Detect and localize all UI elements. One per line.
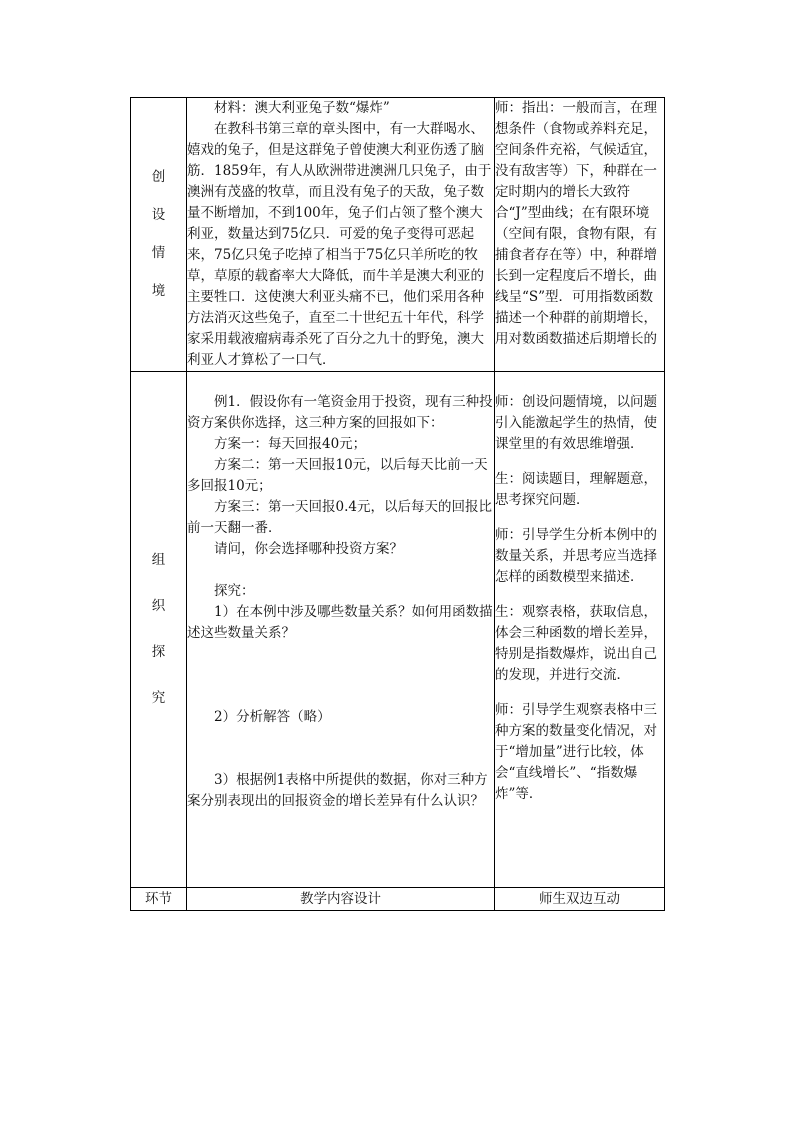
teacher-note-2: 师：引导学生分析本例中的数量关系，并思考应当选择怎样的函数模型来描述．	[495, 527, 657, 585]
footer-col-interaction: 师生双边互动	[495, 888, 665, 911]
section-label-organize-explore	[131, 372, 187, 888]
label-char: 境	[151, 283, 166, 299]
student-note-2: 生：观察表格，获取信息，体会三种函数的增长差异，特别是指数爆炸，说出自己的发现，并进行交流．	[495, 604, 657, 683]
explore-heading: 探究：	[214, 583, 255, 599]
label-char: 探	[151, 644, 166, 660]
label-char: 究	[151, 690, 166, 706]
question: 请问，你会选择哪种投资方案？	[214, 541, 403, 557]
example-intro: 例1．假设你有一笔资金用于投资，现有三种投资方案供你选择，这三种方案的回报如下：	[187, 394, 493, 431]
spacer	[495, 686, 664, 700]
interaction-cell-create-situation	[495, 98, 665, 372]
table-row-organize-explore	[131, 372, 665, 888]
spacer	[187, 728, 494, 770]
teacher-note-1: 师：创设问题情境，以问题引入能激起学生的热情，使课堂里的有效思维增强．	[495, 394, 657, 452]
label-char: 情	[151, 245, 166, 261]
spacer	[495, 455, 664, 469]
plan-three: 方案三：第一天回报0.4元，以后每天的回报比前一天翻一番．	[187, 499, 492, 536]
material-title: 材料：澳大利亚兔子数“爆炸”	[214, 100, 390, 116]
lesson-plan-table	[130, 97, 665, 911]
material-body: 在教科书第三章的章头图中，有一大群喝水、嬉戏的兔子，但是这群兔子曾使澳大利亚伤透了脑筋．1859年，有人从欧洲带进澳洲几只兔子，由于澳洲有茂盛的牧草，而且没有兔子的天敌，兔子数量不断增加，不到100年，兔子们占领了整个澳大利亚，数量达到75亿只．可爱的兔子变得可恶起来，75亿只兔子吃掉了相当于75亿只羊所吃的牧草，草原的载畜率大大降低，而牛羊是澳大利亚的主要牲口．这使澳大利亚头痛不已，他们采用各种方法消灭这些兔子，直至二十世纪五十年代，科学家采用载液瘤病毒杀死了百分之九十的野兔，澳大利亚人才算松了一口气．	[187, 121, 492, 368]
table-footer-row	[131, 888, 665, 911]
label-char: 创	[151, 169, 166, 185]
table-row-create-situation	[131, 98, 665, 372]
teacher-note: 师：指出：一般而言，在理想条件（食物或养料充足，空间条件充裕，气候适宜，没有敌害等）下，种群在一定时期内的增长大致符合“J”型曲线；在有限环境（空间有限，食物有限，有捕食者存在等）中，种群增长到一定程度后不增长，曲线呈“S”型．可用指数函数描述一个种群的前期增长，用对数函数描述后期增长的	[495, 100, 657, 347]
spacer	[495, 588, 664, 602]
plan-two: 方案二：第一天回报10元，以后每天比前一天多回报10元；	[187, 457, 488, 494]
section-label-create-situation	[131, 98, 187, 372]
footer-col-stage: 环节	[131, 888, 187, 911]
student-note-1: 生：阅读题目，理解题意，思考探究问题．	[495, 471, 657, 508]
spacer	[187, 644, 494, 707]
label-char: 设	[151, 207, 166, 223]
content-cell-create-situation	[187, 98, 495, 372]
plan-one: 方案一：每天回报40元；	[214, 436, 367, 452]
footer-col-content: 教学内容设计	[187, 888, 495, 911]
spacer	[187, 560, 494, 581]
explore-item-3: 3）根据例1表格中所提供的数据，你对三种方案分别表现出的回报资金的增长差异有什么认识？	[187, 772, 488, 809]
content-cell-organize-explore	[187, 372, 495, 888]
explore-item-1: 1）在本例中涉及哪些数量关系？如何用函数描述这些数量关系？	[187, 604, 493, 641]
label-char: 织	[151, 598, 166, 614]
explore-item-2: 2）分析解答（略）	[214, 709, 331, 725]
spacer	[495, 511, 664, 525]
interaction-cell-organize-explore	[495, 372, 665, 888]
teacher-note-3: 师：引导学生观察表格中三种方案的数量变化情况，对于“增加量”进行比较，体会“直线增长”、“指数爆炸”等．	[495, 702, 657, 802]
label-char: 组	[151, 552, 166, 568]
